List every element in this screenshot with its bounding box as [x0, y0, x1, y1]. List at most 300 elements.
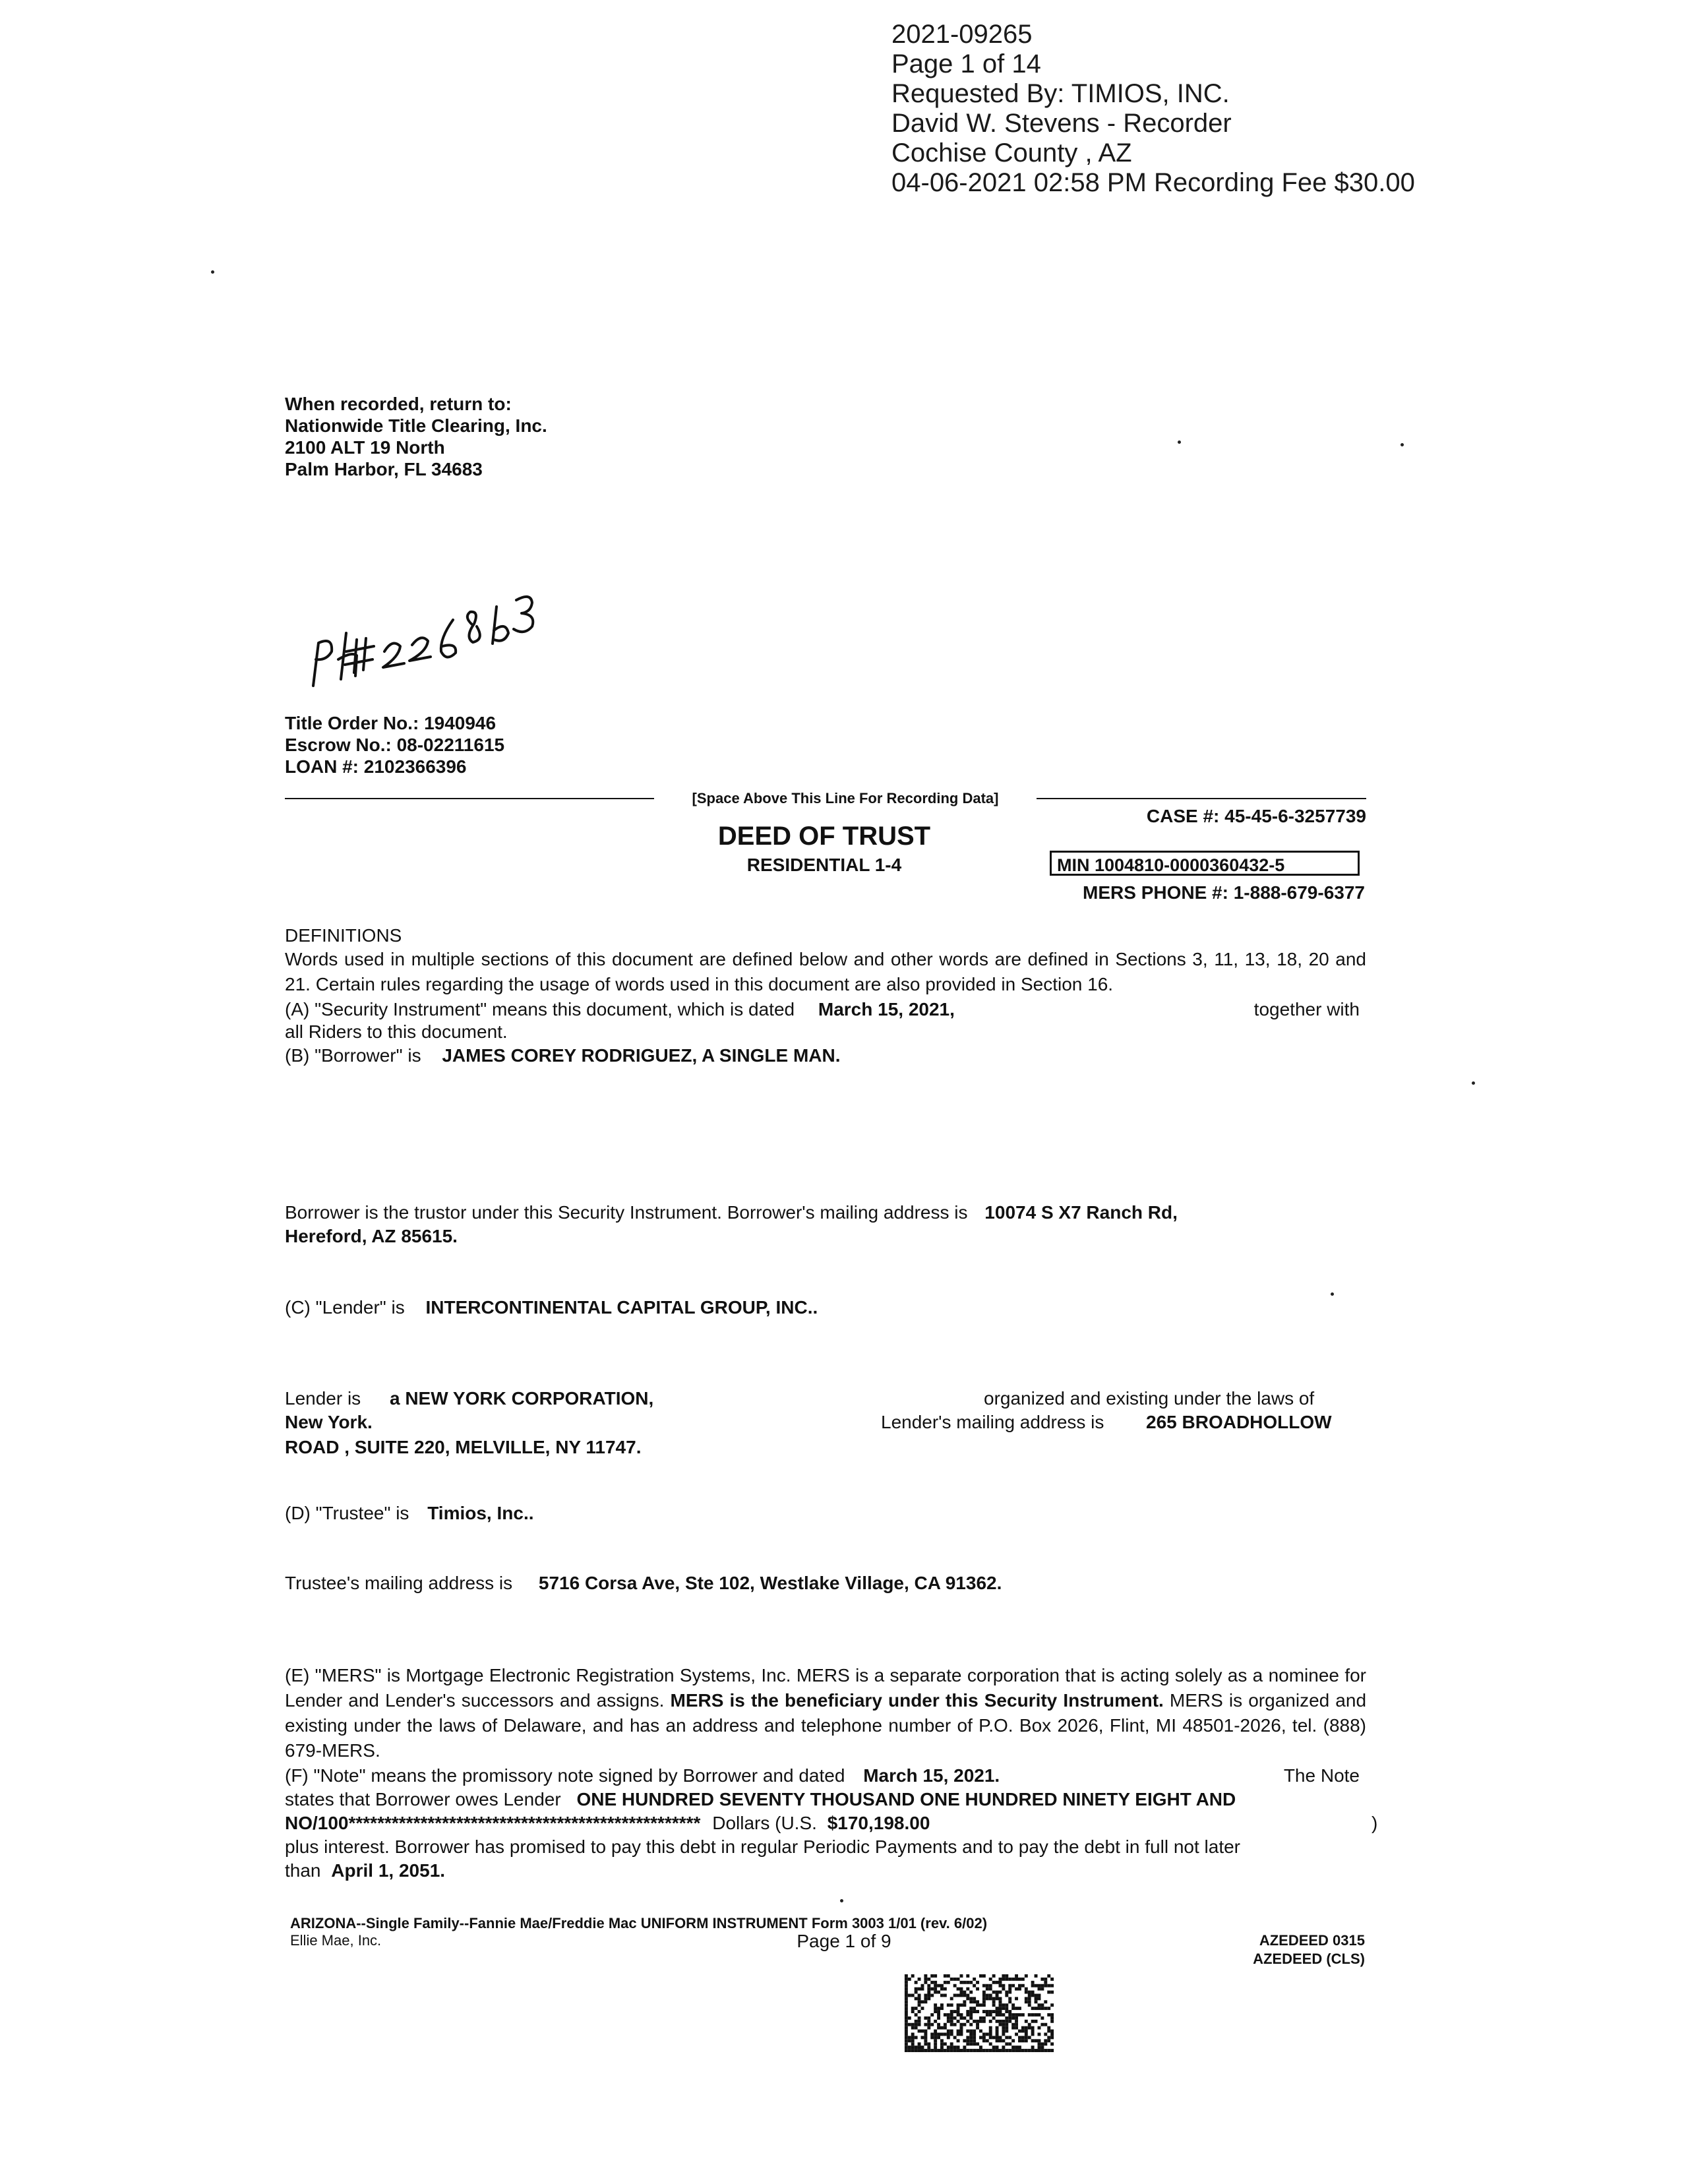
- definition-a-suffix: together with: [1253, 999, 1360, 1019]
- barcode-module: [1021, 2036, 1025, 2039]
- barcode-module: [950, 2010, 953, 2013]
- barcode-module: [934, 2003, 937, 2007]
- barcode-module: [927, 1991, 930, 1994]
- barcode-module: [1031, 1984, 1035, 1987]
- barcode-module: [905, 2046, 908, 2049]
- barcode-module: [944, 2026, 947, 2030]
- barcode-module: [999, 2003, 1002, 2007]
- definition-c: [285, 1295, 1366, 1320]
- barcode-module: [992, 2017, 996, 2020]
- note-date: March 15, 2021.: [863, 1765, 1000, 1786]
- barcode-module: [1018, 2049, 1021, 2052]
- barcode-module: [937, 2049, 940, 2052]
- barcode-module: [982, 1984, 986, 1987]
- barcode-module: [905, 2003, 908, 2007]
- barcode-module: [950, 2017, 953, 2020]
- barcode-module: [989, 2026, 992, 2030]
- barcode-module: [927, 2017, 930, 2020]
- barcode-module: [930, 1994, 934, 1997]
- barcode-module: [1008, 2013, 1011, 2017]
- barcode-module: [1025, 2030, 1028, 2033]
- barcode-module: [957, 2049, 960, 2052]
- barcode-module: [1040, 1978, 1044, 1981]
- barcode-module: [947, 2049, 950, 2052]
- barcode-module: [1008, 1978, 1011, 1981]
- barcode-module: [1038, 2026, 1041, 2030]
- barcode-module: [905, 2007, 908, 2010]
- barcode-module: [905, 2010, 908, 2013]
- barcode-module: [1038, 2007, 1041, 2010]
- barcode-module: [940, 2042, 944, 2046]
- barcode-module: [979, 2030, 982, 2033]
- barcode-module: [999, 1981, 1002, 1984]
- barcode-module: [1025, 2049, 1028, 2052]
- barcode-module: [905, 1974, 908, 1978]
- barcode-module: [1015, 2049, 1018, 2052]
- barcode-module: [918, 2003, 921, 2007]
- barcode-module: [911, 2026, 915, 2030]
- barcode-module: [905, 2042, 908, 2046]
- barcode-module: [963, 1981, 966, 1984]
- barcode-module: [924, 2023, 927, 2026]
- barcode-module: [966, 2013, 969, 2017]
- barcode-module: [953, 1984, 957, 1987]
- barcode-module: [1035, 2007, 1038, 2010]
- barcode-module: [973, 2036, 976, 2039]
- barcode-module: [1035, 2000, 1038, 2003]
- barcode-module: [999, 2049, 1002, 2052]
- borrower-address-line1: 10074 S X7 Ranch Rd,: [984, 1202, 1178, 1223]
- return-city: Palm Harbor, FL 34683: [285, 459, 483, 479]
- note-label: The Note: [1283, 1765, 1360, 1786]
- barcode-module: [927, 1978, 930, 1981]
- barcode-module: [1021, 2049, 1025, 2052]
- barcode-module: [934, 1974, 937, 1978]
- barcode-module: [960, 1991, 963, 1994]
- barcode-module: [992, 2000, 996, 2003]
- barcode-module: [915, 2007, 918, 2010]
- barcode-module: [1008, 2042, 1011, 2046]
- barcode-module: [947, 2046, 950, 2049]
- barcode-module: [908, 2023, 911, 2026]
- definition-f-amount: [285, 1811, 1378, 1836]
- barcode-module: [1005, 2010, 1008, 2013]
- barcode-module: [924, 2030, 927, 2033]
- barcode-module: [1050, 2020, 1054, 2023]
- lender-name: INTERCONTINENTAL CAPITAL GROUP, INC..: [425, 1297, 818, 1318]
- barcode-module: [937, 2017, 940, 2020]
- barcode-module: [944, 2042, 947, 2046]
- form-identifier: ARIZONA--Single Family--Fannie Mae/Freddie Mac UNIFORM INSTRUMENT Form 3003 1/01 (rev. 6/02): [290, 1915, 988, 1931]
- barcode-module: [1011, 1978, 1015, 1981]
- barcode-module: [908, 2017, 911, 2020]
- barcode-module: [963, 2023, 966, 2026]
- barcode-module: [1040, 2049, 1044, 2052]
- barcode-module: [1015, 2017, 1018, 2020]
- barcode-module: [934, 1981, 937, 1984]
- barcode-module: [918, 2042, 921, 2046]
- barcode-module: [979, 2046, 982, 2049]
- document-title: DEED OF TRUST: [717, 822, 931, 851]
- barcode-module: [1035, 2013, 1038, 2017]
- barcode-module: [976, 2020, 979, 2023]
- barcode-module: [918, 1987, 921, 1991]
- barcode-module: [927, 2049, 930, 2052]
- barcode-module: [934, 1987, 937, 1991]
- barcode-module: [1031, 2046, 1035, 2049]
- barcode-module: [960, 2023, 963, 2026]
- barcode-module: [953, 2036, 957, 2039]
- barcode-module: [1005, 2026, 1008, 2030]
- barcode-module: [957, 2003, 960, 2007]
- barcode-module: [999, 2013, 1002, 2017]
- barcode-module: [940, 2003, 944, 2007]
- barcode-module: [960, 1974, 963, 1978]
- loan-amount: $170,198.00: [827, 1813, 930, 1833]
- barcode-module: [924, 1997, 927, 2000]
- barcode-module: [989, 2036, 992, 2039]
- barcode-module: [969, 2007, 973, 2010]
- barcode-module: [1047, 2030, 1050, 2033]
- barcode-module: [973, 2007, 976, 2010]
- barcode-module: [960, 1987, 963, 1991]
- barcode-module: [973, 1978, 976, 1981]
- barcode-module: [924, 2017, 927, 2020]
- barcode-module: [937, 2026, 940, 2030]
- barcode-module: [999, 1997, 1002, 2000]
- definition-d: [285, 1501, 1366, 1526]
- definition-a-line2: all Riders to this document.: [285, 1021, 508, 1042]
- barcode-module: [937, 2033, 940, 2036]
- barcode-module: [934, 2033, 937, 2036]
- barcode-module: [934, 2010, 937, 2013]
- barcode-module: [918, 1994, 921, 1997]
- scan-speck: [1472, 1081, 1475, 1085]
- barcode-module: [1008, 2010, 1011, 2013]
- barcode-module: [905, 2023, 908, 2026]
- scan-speck: [1401, 443, 1404, 446]
- barcode-module: [1047, 2049, 1050, 2052]
- barcode-module: [937, 1991, 940, 1994]
- barcode-module: [934, 2039, 937, 2042]
- return-street: 2100 ALT 19 North: [285, 437, 445, 458]
- barcode-module: [940, 1984, 944, 1987]
- barcode-module: [1015, 2007, 1018, 2010]
- barcode-module: [986, 2049, 989, 2052]
- barcode-module: [969, 2030, 973, 2033]
- barcode-module: [963, 2046, 966, 2049]
- definition-f-tail: plus interest. Borrower has promised to pay this debt in regular Periodic Payments and to pay the debt in full not later: [285, 1836, 1240, 1857]
- barcode-module: [989, 2020, 992, 2023]
- definition-a-date: March 15, 2021,: [818, 999, 955, 1019]
- trustee-address-prefix: Trustee's mailing address is: [285, 1573, 513, 1593]
- barcode-module: [1031, 2033, 1035, 2036]
- barcode-module: [940, 2007, 944, 2010]
- barcode-module: [911, 2042, 915, 2046]
- barcode-module: [1025, 2036, 1028, 2039]
- barcode-module: [996, 2033, 999, 2036]
- trustee-address-value: 5716 Corsa Ave, Ste 102, Westlake Village, CA 91362.: [538, 1573, 1002, 1593]
- barcode-module: [934, 2030, 937, 2033]
- barcode-module: [982, 2017, 986, 2020]
- barcode-module: [989, 2042, 992, 2046]
- barcode-module: [927, 2026, 930, 2030]
- barcode-module: [1031, 2049, 1035, 2052]
- barcode-module: [927, 2042, 930, 2046]
- barcode-module: [950, 1978, 953, 1981]
- barcode-module: [930, 2013, 934, 2017]
- barcode-module: [982, 1974, 986, 1978]
- barcode-module: [1002, 2046, 1005, 2049]
- barcode-module: [963, 2003, 966, 2007]
- barcode-module: [1050, 2042, 1054, 2046]
- barcode-module: [927, 1997, 930, 2000]
- barcode-module: [940, 2039, 944, 2042]
- barcode-module: [982, 1991, 986, 1994]
- barcode-module: [1005, 1978, 1008, 1981]
- barcode-module: [1018, 2046, 1021, 2049]
- barcode-module: [960, 1994, 963, 1997]
- barcode-module: [979, 2003, 982, 2007]
- barcode-module: [966, 1997, 969, 2000]
- barcode-module: [915, 1991, 918, 1994]
- barcode-module: [908, 2039, 911, 2042]
- barcode-module: [957, 2033, 960, 2036]
- barcode-module: [1011, 2013, 1015, 2017]
- barcode-module: [1002, 2007, 1005, 2010]
- barcode-module: [996, 2026, 999, 2030]
- barcode-module: [969, 2039, 973, 2042]
- barcode-module: [999, 2036, 1002, 2039]
- barcode-module: [905, 1987, 908, 1991]
- requested-by: Requested By: TIMIOS, INC.: [891, 79, 1230, 108]
- barcode-module: [947, 1981, 950, 1984]
- barcode-module: [960, 1981, 963, 1984]
- barcode-module: [1044, 2023, 1047, 2026]
- recorder-name: David W. Stevens - Recorder: [891, 109, 1232, 138]
- barcode-module: [966, 1994, 969, 1997]
- barcode-module: [966, 2010, 969, 2013]
- barcode-module: [1031, 2013, 1035, 2017]
- barcode-module: [918, 1978, 921, 1981]
- scan-speck: [1178, 440, 1181, 444]
- barcode-module: [1025, 1997, 1028, 2000]
- barcode-module: [957, 2007, 960, 2010]
- barcode-module: [1005, 2036, 1008, 2039]
- barcode-module: [1047, 2039, 1050, 2042]
- barcode-module: [1040, 2007, 1044, 2010]
- barcode-module: [960, 2017, 963, 2020]
- definition-f-owes: [285, 1787, 1366, 1812]
- barcode-module: [1018, 2030, 1021, 2033]
- barcode-module: [911, 1974, 915, 1978]
- barcode-module: [1044, 1984, 1047, 1987]
- barcode-module: [908, 2046, 911, 2049]
- barcode-module: [966, 1987, 969, 1991]
- barcode-module: [1031, 2030, 1035, 2033]
- amount-words-line2: NO/100*************************************************: [285, 1813, 701, 1833]
- barcode-module: [1050, 1984, 1054, 1987]
- barcode-module: [1008, 2049, 1011, 2052]
- barcode-module: [973, 2000, 976, 2003]
- barcode-module: [1002, 1974, 1005, 1978]
- barcode-module: [989, 1994, 992, 1997]
- barcode-module: [1011, 2023, 1015, 2026]
- barcode-module: [1008, 2017, 1011, 2020]
- barcode-module: [992, 2046, 996, 2049]
- barcode-module: [1011, 1984, 1015, 1987]
- barcode-module: [973, 2030, 976, 2033]
- lender-is-label: Lender is: [285, 1388, 361, 1409]
- barcode-module: [1050, 2036, 1054, 2039]
- barcode-module: [992, 2049, 996, 2052]
- barcode-module: [911, 2010, 915, 2013]
- barcode-module: [979, 2020, 982, 2023]
- order-references: [285, 712, 504, 777]
- barcode-module: [950, 2020, 953, 2023]
- barcode-2d: [903, 1974, 1055, 2052]
- barcode-module: [1035, 1984, 1038, 1987]
- barcode-module: [915, 2026, 918, 2030]
- barcode-module: [966, 2020, 969, 2023]
- dollars-label: Dollars (U.S.: [712, 1813, 817, 1833]
- barcode-module: [937, 2023, 940, 2026]
- barcode-module: [911, 2007, 915, 2010]
- barcode-module: [1038, 2046, 1041, 2049]
- barcode-module: [921, 1984, 924, 1987]
- barcode-module: [944, 2049, 947, 2052]
- barcode-module: [930, 1987, 934, 1991]
- barcode-module: [1002, 2020, 1005, 2023]
- barcode-module: [999, 2007, 1002, 2010]
- barcode-module: [953, 2023, 957, 2026]
- barcode-module: [999, 2020, 1002, 2023]
- barcode-module: [973, 2033, 976, 2036]
- barcode-module: [947, 2003, 950, 2007]
- barcode-module: [999, 1991, 1002, 1994]
- barcode-module: [947, 2036, 950, 2039]
- barcode-module: [934, 1991, 937, 1994]
- barcode-module: [989, 2049, 992, 2052]
- barcode-module: [930, 2033, 934, 2036]
- amount-close-paren: ): [1372, 1813, 1378, 1833]
- barcode-module: [934, 2020, 937, 2023]
- barcode-module: [1018, 2036, 1021, 2039]
- barcode-module: [944, 1981, 947, 1984]
- barcode-module: [966, 2036, 969, 2039]
- barcode-module: [953, 1994, 957, 1997]
- barcode-module: [1015, 2020, 1018, 2023]
- barcode-module: [911, 2023, 915, 2026]
- barcode-module: [1047, 1974, 1050, 1978]
- barcode-module: [937, 1984, 940, 1987]
- barcode-module: [986, 1997, 989, 2000]
- barcode-module: [966, 2030, 969, 2033]
- barcode-module: [918, 2046, 921, 2049]
- barcode-module: [944, 1994, 947, 1997]
- barcode-module: [1002, 2039, 1005, 2042]
- barcode-module: [915, 2036, 918, 2039]
- barcode-module: [1047, 2036, 1050, 2039]
- barcode-module: [1011, 2046, 1015, 2049]
- barcode-module: [1011, 2017, 1015, 2020]
- barcode-module: [979, 2049, 982, 2052]
- barcode-module: [1028, 2049, 1031, 2052]
- barcode-module: [1005, 2017, 1008, 2020]
- barcode-module: [992, 1991, 996, 1994]
- barcode-module: [1050, 2013, 1054, 2017]
- barcode-module: [924, 1994, 927, 1997]
- barcode-module: [976, 2026, 979, 2030]
- barcode-module: [1002, 1978, 1005, 1981]
- definition-f-owes-text: states that Borrower owes Lender: [285, 1789, 561, 1809]
- return-heading: When recorded, return to:: [285, 394, 512, 414]
- definition-e: [285, 1663, 1366, 1763]
- barcode-module: [976, 1981, 979, 1984]
- barcode-module: [940, 2049, 944, 2052]
- barcode-module: [1005, 2030, 1008, 2033]
- lender-state: New York.: [285, 1412, 373, 1432]
- barcode-module: [1025, 2033, 1028, 2036]
- barcode-module: [1040, 2017, 1044, 2020]
- borrower-address-prefix: Borrower is the trustor under this Security Instrument. Borrower's mailing address is: [285, 1202, 968, 1223]
- barcode-module: [930, 1981, 934, 1984]
- barcode-module: [950, 2013, 953, 2017]
- barcode-module: [1028, 2000, 1031, 2003]
- barcode-module: [1047, 2013, 1050, 2017]
- barcode-module: [915, 1987, 918, 1991]
- barcode-module: [921, 2046, 924, 2049]
- borrower-name: JAMES COREY RODRIGUEZ, A SINGLE MAN.: [442, 1045, 841, 1066]
- barcode-module: [921, 2036, 924, 2039]
- barcode-module: [1011, 2049, 1015, 2052]
- barcode-module: [924, 1974, 927, 1978]
- barcode-module: [924, 2039, 927, 2042]
- barcode-module: [986, 1994, 989, 1997]
- barcode-module: [1021, 2026, 1025, 2030]
- barcode-module: [1015, 2023, 1018, 2026]
- barcode-module: [982, 2036, 986, 2039]
- barcode-module: [1015, 2013, 1018, 2017]
- barcode-module: [934, 2049, 937, 2052]
- barcode-module: [1021, 1984, 1025, 1987]
- lender-organized: organized and existing under the laws of: [984, 1388, 1315, 1409]
- barcode-module: [1050, 1978, 1054, 1981]
- county: Cochise County , AZ: [891, 138, 1132, 167]
- barcode-module: [1040, 1984, 1044, 1987]
- barcode-module: [944, 1987, 947, 1991]
- barcode-module: [918, 1997, 921, 2000]
- barcode-module: [1002, 2026, 1005, 2030]
- barcode-module: [989, 2010, 992, 2013]
- barcode-module: [1002, 2003, 1005, 2007]
- barcode-module: [915, 2046, 918, 2049]
- definition-e-text1: (E) "MERS" is Mortgage Electronic Registration Systems, Inc. MERS is a separate corporation that is acting solely as a nominee for Lender and Lender's successors and assigns.: [285, 1665, 1366, 1711]
- barcode-module: [996, 2049, 999, 2052]
- barcode-module: [989, 1987, 992, 1991]
- definitions-heading: DEFINITIONS: [285, 925, 402, 946]
- barcode-module: [996, 2010, 999, 2013]
- barcode-module: [930, 1974, 934, 1978]
- barcode-module: [1031, 2039, 1035, 2042]
- barcode-module: [1005, 1991, 1008, 1994]
- barcode-module: [1028, 2013, 1031, 2017]
- barcode-module: [905, 2020, 908, 2023]
- maturity-date: April 1, 2051.: [331, 1860, 446, 1881]
- barcode-module: [1028, 2036, 1031, 2039]
- barcode-module: [996, 2030, 999, 2033]
- barcode-module: [969, 1981, 973, 1984]
